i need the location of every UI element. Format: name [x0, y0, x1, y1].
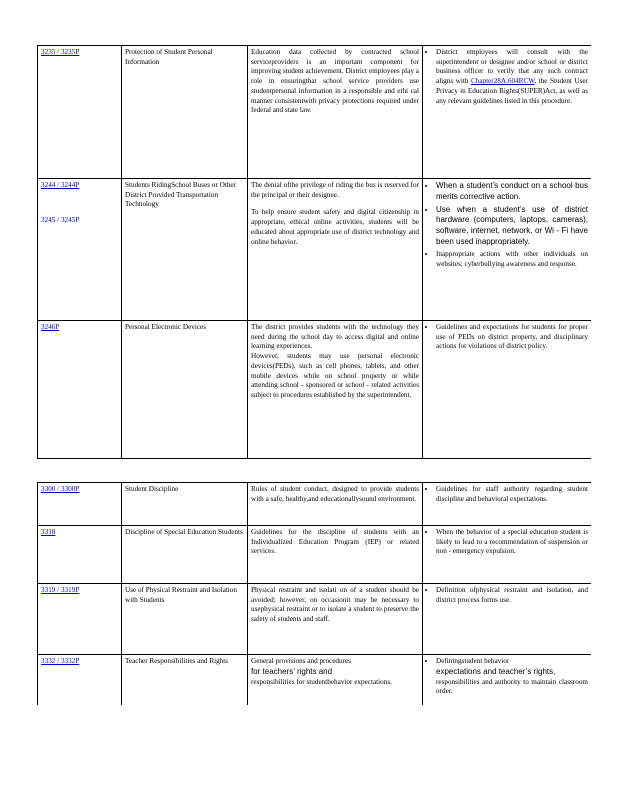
policy-description-cell [248, 584, 423, 654]
policy-description: Physical restraint and isolati on of a student should be avoided; however, on occasionit may be necessary to usephysical restraint or to isolate a student to preserve the safety of students and staff. [251, 586, 419, 624]
list-item: • Use when a student’s use of district hardware (computers, laptops, cameras), software, internet, network, or Wi - Fi have been used inappropriately. [436, 205, 588, 248]
policy-procedure-cell [423, 46, 591, 178]
policy-description: Guidelines for the discipline of students with an Individualized Education Program (IEP) or related services. [251, 528, 419, 556]
table-row [38, 46, 591, 179]
list-item: • District employees will consult with the superintendent or designee and/or school or district business officer to verify that any such contract aligns with Chapter28A.604RCW, the Student User Privacy in Education Rights(SUPER)Act, as well as any relevant guidelines listed in this procedure. [436, 48, 588, 106]
policy-title-cell [122, 655, 248, 705]
policy-code-link[interactable]: 3235 / 3235P [41, 48, 80, 56]
list-item: • Definition ofphysical restraint and isolation, and district process forms use. [436, 586, 588, 605]
policy-description: Rules of student conduct, designed to provide students with a safe, healthy,and educationallysound environment. [251, 485, 419, 503]
procedure-list [426, 323, 588, 352]
table-row [38, 321, 591, 459]
policy-procedure-cell [423, 584, 591, 654]
procedure-list [426, 528, 588, 557]
table-row [38, 179, 591, 321]
policy-code-cell [38, 655, 122, 705]
list-item: • Guidelines and expectations for students for proper use of PEDs on district property, and disciplinary actions for violations of district policy. [436, 323, 588, 352]
policy-code-link[interactable]: 3318 [41, 528, 56, 536]
table-row [38, 526, 591, 584]
policy-title: Student Discipline [125, 485, 179, 493]
policy-code-link[interactable]: 3246P [41, 323, 60, 331]
policy-code: 3245 / 3245P [41, 215, 80, 224]
procedure-list [426, 657, 588, 697]
policy-description-cell [248, 483, 423, 525]
policy-description: General provisions and procedures for teachers’ rights and responsibilities for studentbehavior expectations. [251, 657, 392, 686]
procedure-list [426, 586, 588, 605]
policy-description-cell [248, 526, 423, 583]
policy-table-1 [37, 45, 591, 459]
policy-title: Protection of Student Personal Information [125, 48, 213, 66]
policy-description-cell [248, 655, 423, 705]
policy-code-link[interactable]: 3300 / 3300P [41, 485, 80, 493]
policy-procedure-cell [423, 179, 591, 320]
policy-code-cell [38, 179, 122, 320]
policy-description-cell [248, 321, 423, 458]
policy-description-cell [248, 46, 423, 178]
policy-table-2 [37, 482, 591, 705]
policy-title: Teacher Responsibilities and Rights [125, 657, 229, 665]
policy-description: Education data collected by contracted school serviceproviders is an important component for improving student achievement. District employees play a role in ensuringthat school service providers use studentpersonal information in a responsible and ethi cal manner consistentwith privacy protections required under federal and state law. [251, 48, 419, 115]
rcw-link[interactable]: Chapter28A.604RCW [470, 77, 535, 86]
policy-code-cell [38, 321, 122, 458]
policy-title-cell [122, 321, 248, 458]
policy-title: Personal Electronic Devices [125, 323, 207, 331]
policy-description: The district provides students with the technology they need during the school day to access digital and online learning experiences. [251, 323, 419, 351]
policy-description: To help ensure student safety and digital citizenship in appropriate, ethical online activities, students will be educated about appropriate use of district technology and online behavior. [251, 208, 419, 246]
policy-description-cell [248, 179, 423, 320]
policy-title-cell [122, 526, 248, 583]
policy-title-cell [122, 46, 248, 178]
policy-procedure-cell [423, 483, 591, 525]
policy-code-cell [38, 526, 122, 583]
policy-title: Discipline of Special Education Students [125, 528, 243, 536]
policy-title-cell [122, 179, 248, 320]
policy-procedure-cell [423, 655, 591, 705]
policy-code-link[interactable]: 3244 / 3244P [41, 181, 80, 189]
list-item: • Guidelines for staff authority regarding student discipline and behavioral expectations. [436, 485, 588, 504]
list-item: • When the behavior of a special education student is likely to lead to a recommendation of suspension or non - emergency expulsion. [436, 528, 588, 557]
procedure-list [426, 181, 588, 269]
policy-code-cell [38, 584, 122, 654]
policy-title: Use of Physical Restraint and Isolation with Students [125, 586, 237, 604]
policy-title: Students RidingSchool Buses or Other District Provided Transportation Technology [125, 181, 237, 209]
list-item: • Definingstudent behavior expectations and teacher’s rights, responsibilities and authority to maintain classroom order. [436, 657, 588, 697]
policy-title-cell [122, 483, 248, 525]
table-row [38, 483, 591, 526]
table-row [38, 584, 591, 655]
policy-procedure-cell [423, 321, 591, 458]
policy-code-cell [38, 483, 122, 525]
policy-code-link[interactable]: 3319 / 3319P [41, 586, 80, 594]
policy-code-link[interactable]: 3332 / 3332P [41, 657, 80, 665]
policy-description: The denial ofthe privilege of riding the bus is reserved for the principal or their designee. [251, 181, 419, 199]
policy-procedure-cell [423, 526, 591, 583]
procedure-list [426, 485, 588, 504]
list-item: • When a student’s conduct on a school bus merits corrective action. [436, 181, 588, 203]
list-item: • Inappropriate actions with other individuals on websites; cyberbullying awareness and response. [436, 250, 588, 269]
policy-description: However, students may use personal electronic devices(PEDs), such as cell phones, tablets, and other mobile devices while on school property or while attending school - sponsored or school - related activities subject to procedures established by the superintendent. [251, 352, 419, 400]
table-row [38, 655, 591, 705]
policy-title-cell [122, 584, 248, 654]
procedure-list [426, 48, 588, 106]
policy-code-cell [38, 46, 122, 178]
